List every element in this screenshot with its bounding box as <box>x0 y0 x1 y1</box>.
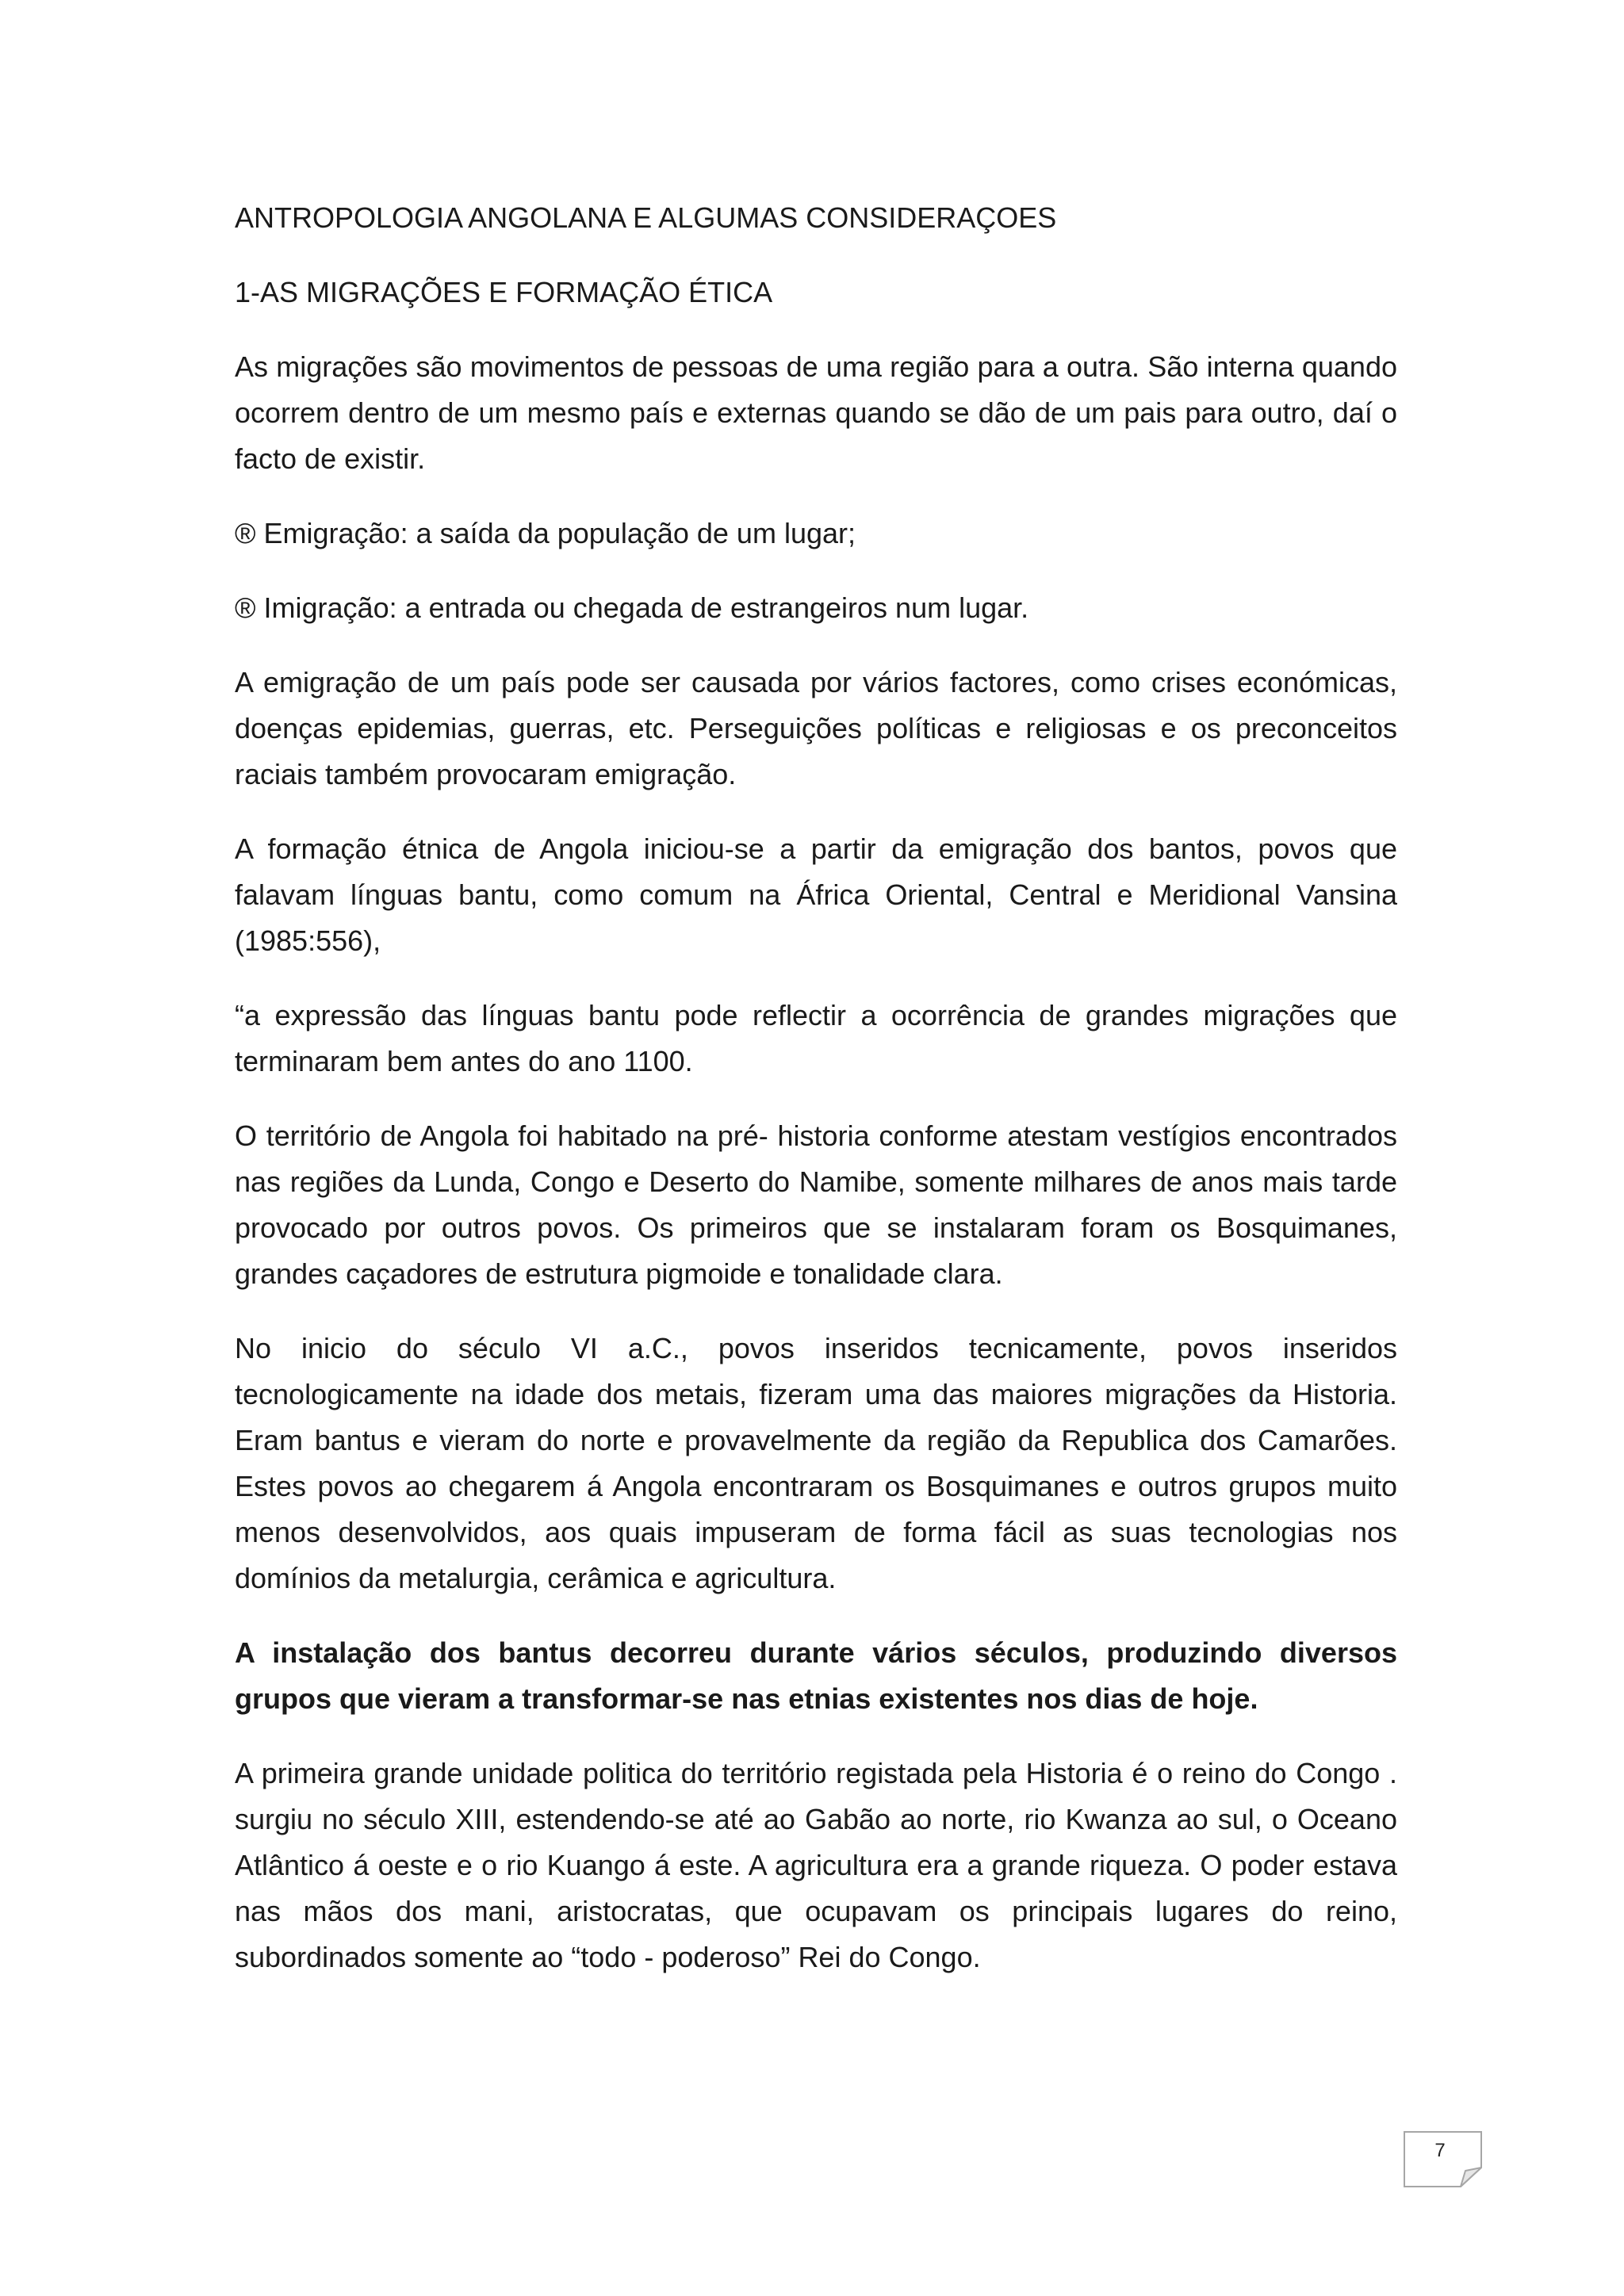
paragraph-kingdom-of-congo: A primeira grande unidade politica do território registada pela Historia é o reino do Congo . surgiu no século XIII, estendendo-se até ao Gabão ao norte, rio Kwanza ao sul, o Oceano Atlântico á oeste e o rio Kuango á este. A agricultura era a grande riqueza. O poder estava nas mãos dos mani, aristocratas, que ocupavam os principais lugares do reino, subordinados somente ao “todo - poderoso” Rei do Congo. <box>235 1757 1397 1973</box>
bullet-emigration: ® Emigração: a saída da população de um lugar; <box>235 517 856 549</box>
page-number-box <box>1404 2131 1483 2188</box>
paragraph-bantu-installation: A instalação dos bantus decorreu durante vários séculos, produzindo diversos grupos que vieram a transformar-se nas etnias existentes nos dias de hoje. <box>235 1636 1397 1715</box>
document-title: ANTROPOLOGIA ANGOLANA E ALGUMAS CONSIDERAÇOES <box>235 201 1057 234</box>
paragraph-quote-bantu: “a expressão das línguas bantu pode reflectir a ocorrência de grandes migrações que terminaram bem antes do ano 1100. <box>235 999 1397 1077</box>
bullet-immigration: ® Imigração: a entrada ou chegada de estrangeiros num lugar. <box>235 591 1029 624</box>
paragraph-prehistory: O território de Angola foi habitado na pré- historia conforme atestam vestígios encontrados nas regiões da Lunda, Congo e Deserto do Namibe, somente milhares de anos mais tarde provocado por outros povos. Os primeiros que se instalaram foram os Bosquimanes, grandes caçadores de estrutura pigmoide e tonalidade clara. <box>235 1119 1397 1290</box>
paragraph-migrations-definition: As migrações são movimentos de pessoas de uma região para a outra. São interna quando ocorrem dentro de um mesmo país e externas quando se dão de um pais para outro, daí o facto de existir. <box>235 350 1397 475</box>
section-heading: 1-AS MIGRAÇÕES E FORMAÇÃO ÉTICA <box>235 276 773 308</box>
page-number: 7 <box>1434 2140 1446 2161</box>
paragraph-emigration-causes: A emigração de um país pode ser causada por vários factores, como crises económicas, doenças epidemias, guerras, etc. Perseguições políticas e religiosas e os preconceitos raciais também provocaram emigração. <box>235 666 1397 790</box>
document-body <box>235 195 1397 2009</box>
paragraph-bantu-migration: No inicio do século VI a.C., povos inseridos tecnicamente, povos inseridos tecnologicamente na idade dos metais, fizeram uma das maiores migrações da Historia. Eram bantus e vieram do norte e provavelmente da região da Republica dos Camarões. Estes povos ao chegarem á Angola encontraram os Bosquimanes e outros grupos muito menos desenvolvidos, aos quais impuseram de forma fácil as suas tecnologias nos domínios da metalurgia, cerâmica e agricultura. <box>235 1332 1397 1594</box>
paragraph-ethnic-formation: A formação étnica de Angola iniciou-se a partir da emigração dos bantos, povos que falavam línguas bantu, como comum na África Oriental, Central e Meridional Vansina (1985:556), <box>235 832 1397 957</box>
